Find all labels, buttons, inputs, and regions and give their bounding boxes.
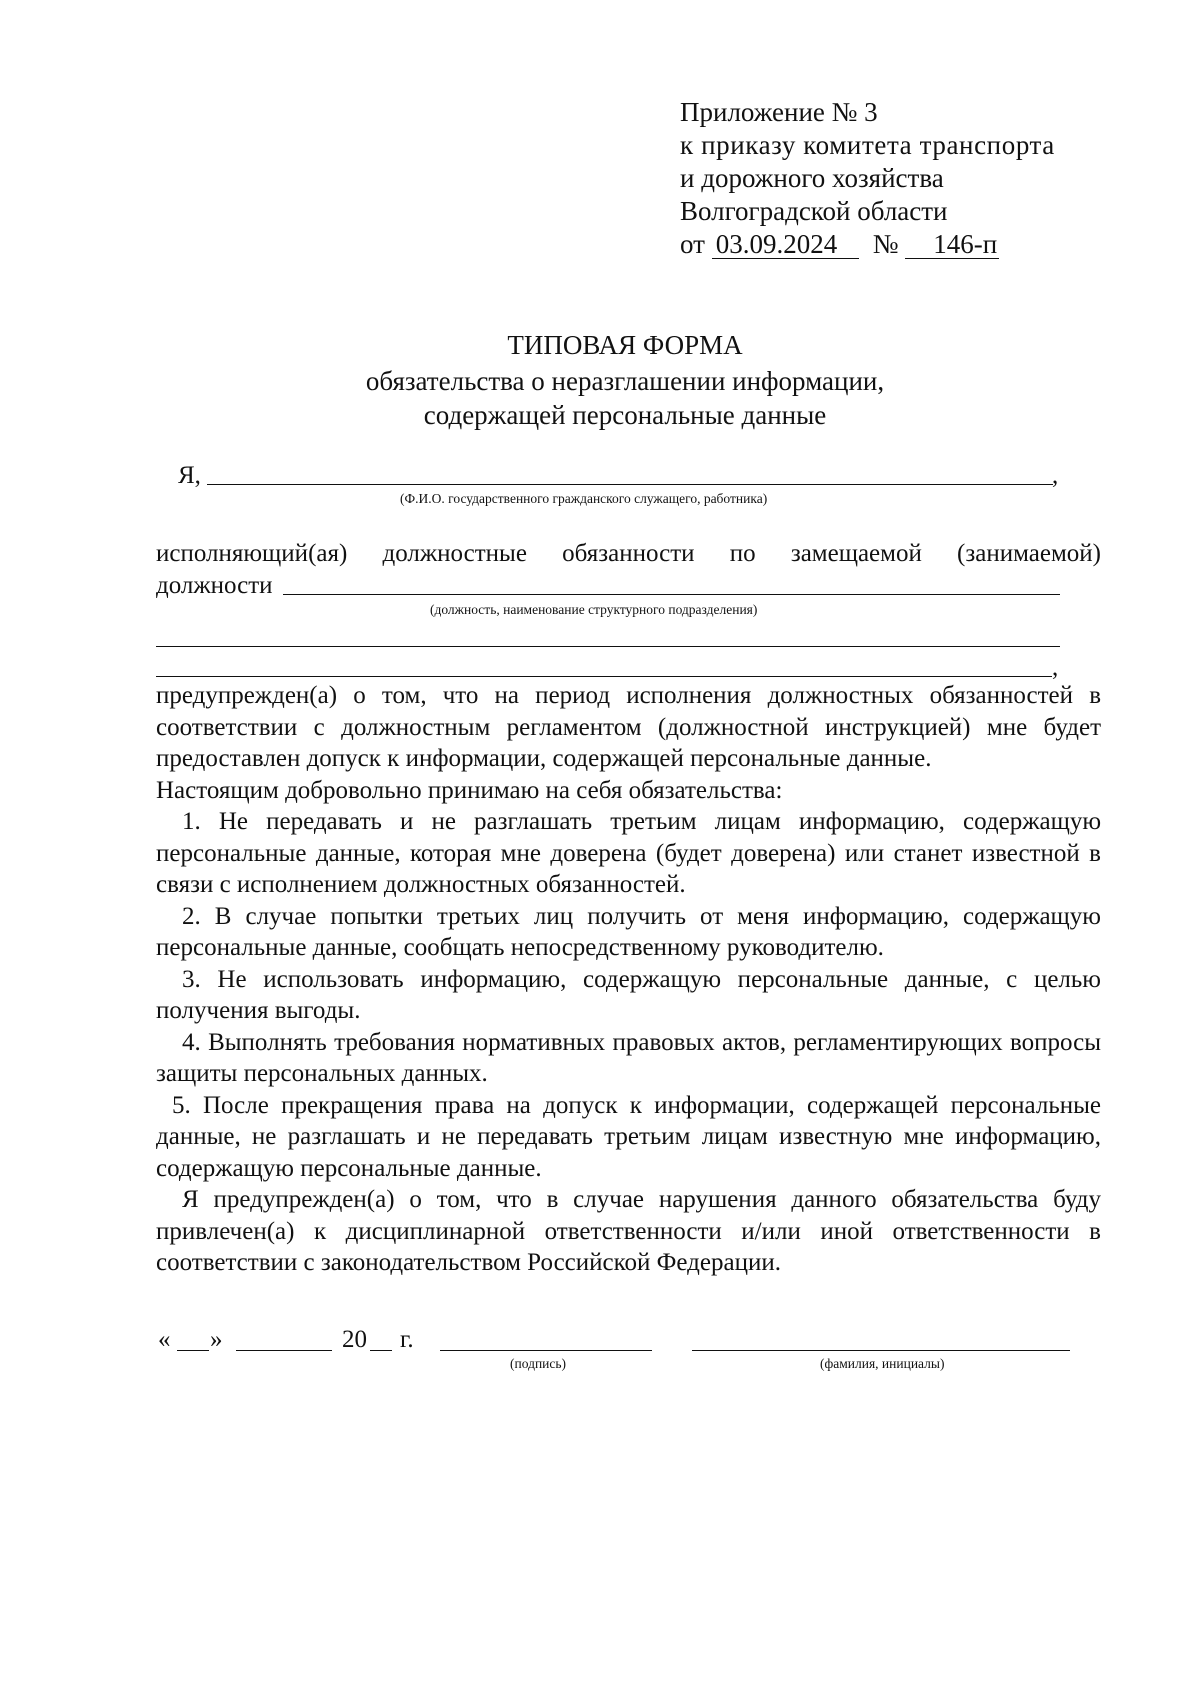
number-prefix: № (872, 229, 899, 259)
obligation-item-3: 3. Не использовать информацию, содержащую персональные данные, с целью получения выгоды. (156, 965, 1101, 1024)
year-prefix: 20 (342, 1326, 367, 1353)
position-label: должности (156, 572, 273, 599)
form-subtitle-2: содержащей персональные данные (423, 400, 827, 430)
fio-fill-line[interactable] (207, 484, 1053, 485)
appendix-region: Волгоградской области (680, 196, 948, 226)
signature-caption: (подпись) (510, 1356, 567, 1371)
form-title: ТИПОВАЯ ФОРМА (507, 330, 743, 360)
duties-word-5: замещаемой (790, 540, 922, 567)
form-subtitle-1: обязательства о неразглашении информации, (365, 366, 885, 396)
order-date: 03.09.2024 (712, 230, 860, 259)
order-number: 146-п (905, 230, 999, 259)
position-fill-line[interactable] (283, 594, 1060, 595)
liability-paragraph: Я предупрежден(а) о том, что в случае нарушения данного обязательства буду привлечен(а) к дисциплинарной ответственности и/или иной ответственности в соответствии с законодательством Российской Федерации. (156, 1186, 1101, 1276)
name-caption: (фамилия, инициалы) (820, 1356, 945, 1371)
duties-word-1: исполняющий(ая) (156, 540, 348, 567)
year-fill-line[interactable] (370, 1350, 392, 1351)
obligation-item-2: 2. В случае попытки третьих лиц получить от меня информацию, содержащую персональные данные, сообщать непосредственному руководителю. (156, 902, 1101, 961)
date-prefix: от (680, 229, 705, 259)
date-quote-close: » (210, 1326, 223, 1353)
fio-comma: , (1052, 462, 1059, 489)
duties-word-6: (занимаемой) (957, 540, 1101, 567)
date-quote-open: « (158, 1326, 171, 1353)
year-suffix: г. (400, 1326, 414, 1353)
appendix-committee-line (680, 162, 1100, 195)
duties-word-3: обязанности (562, 540, 695, 567)
position-fill-line-2[interactable] (156, 646, 1060, 647)
word-road: дорожного (701, 163, 826, 193)
word-economy: хозяйства (832, 163, 944, 193)
i-label: Я, (178, 462, 201, 489)
day-fill-line[interactable] (177, 1350, 209, 1351)
name-fill-line[interactable] (692, 1350, 1070, 1351)
obligation-item-4: 4. Выполнять требования нормативных правовых актов, регламентирующих вопросы защиты персональных данных. (156, 1028, 1101, 1087)
position-comma: , (1052, 654, 1059, 681)
position-caption: (должность, наименование структурного подразделения) (430, 602, 758, 617)
duties-word-2: должностные (382, 540, 527, 567)
fio-caption: (Ф.И.О. государственного гражданского служащего, работника) (400, 491, 768, 506)
word-i: и (680, 163, 695, 193)
month-fill-line[interactable] (236, 1350, 332, 1351)
appendix-header (680, 96, 1100, 261)
appendix-number: Приложение № 3 (680, 97, 878, 127)
duties-word-4: по (729, 540, 756, 567)
position-fill-line-3[interactable] (156, 676, 1052, 677)
obligation-body (156, 680, 1101, 1279)
appendix-date-line (680, 228, 1100, 261)
obligations-intro: Настоящим добровольно принимаю на себя обязательства: (156, 776, 783, 804)
appendix-order-ref: к приказу комитета транспорта (680, 130, 1055, 160)
obligation-item-1: 1. Не передавать и не разглашать третьим лицам информацию, содержащую персональные данные, которая мне доверена (будет доверена) или станет известной в связи с исполнением должностных обязанностей. (156, 808, 1101, 898)
duties-line (156, 538, 1101, 569)
warned-paragraph: предупрежден(а) о том, что на период исполнения должностных обязанностей в соответствии с должностным регламентом (должностной инструкцией) мне будет предоставлен допуск к информации, содержащей персональные данные. (156, 682, 1101, 772)
obligation-item-5: 5. После прекращения права на допуск к информации, содержащей персональные данные, не разглашать и не передавать третьим лицам известную мне информацию, содержащую персональные данные. (156, 1091, 1101, 1182)
signature-fill-line[interactable] (440, 1350, 652, 1351)
